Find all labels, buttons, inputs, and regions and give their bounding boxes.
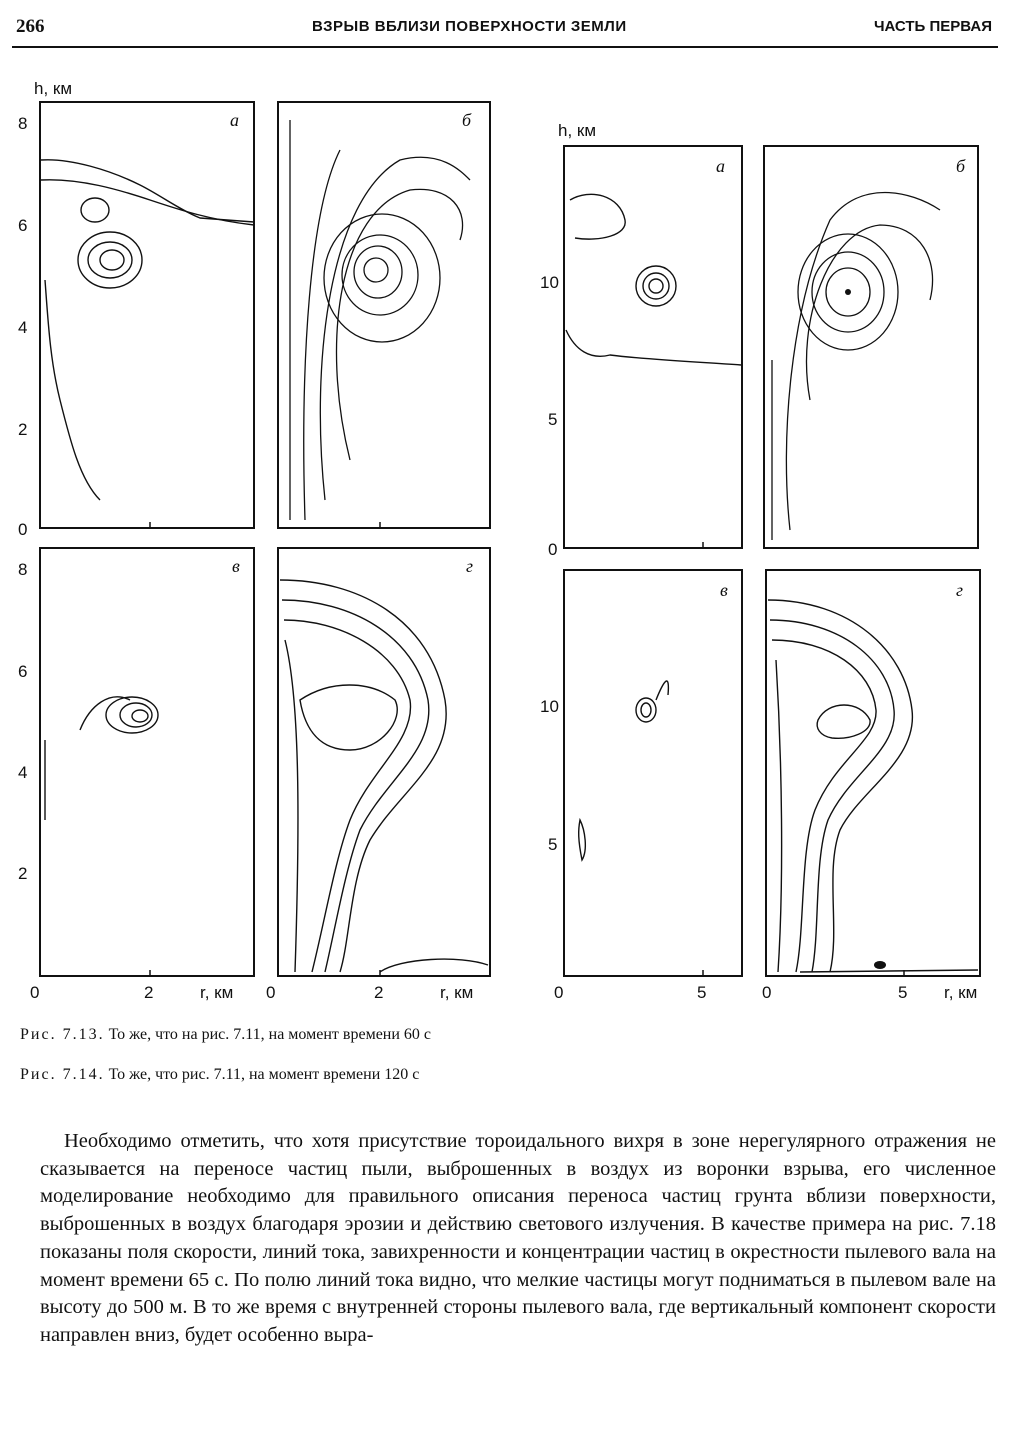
streamline (320, 157, 470, 500)
page-number: 266 (16, 16, 45, 37)
streamline (786, 193, 940, 531)
fig-7-13-ytick-8-lower: 8 (18, 560, 28, 579)
contour-line (768, 600, 912, 972)
contour-line (817, 705, 870, 738)
fig-7-14-ytick-5-upper: 5 (548, 410, 558, 429)
contour-blob (874, 961, 886, 969)
contour-line (800, 970, 978, 972)
contour-ring (100, 250, 124, 270)
contour-ring (636, 266, 676, 306)
caption-label: Рис. 7.13. (20, 1026, 105, 1043)
contour-line (566, 330, 741, 365)
vortex-core (845, 289, 851, 295)
fig-7-13-xtick-2-right: 2 (374, 983, 384, 1002)
streamline (806, 225, 932, 400)
fig-7-14-ytick-10-lower: 10 (540, 697, 559, 716)
panel-frame (564, 570, 742, 976)
fig-7-14-xtick-0-left: 0 (554, 983, 564, 1002)
contour-line (570, 194, 625, 239)
fig-7-13-ytick-2-lower: 2 (18, 864, 28, 883)
fig-7-14-panel-b (764, 146, 978, 548)
fig-7-13-panel-g (278, 548, 490, 977)
contour-line (770, 620, 894, 972)
contour-line (776, 660, 782, 972)
fig-7-13-ytick-8-upper: 8 (18, 114, 28, 133)
fig-7-14-ytick-0-upper: 0 (548, 540, 558, 559)
fig-7-14-panel-g (766, 570, 980, 977)
caption-text: То же, что рис. 7.11, на момент времени 120 с (108, 1066, 420, 1083)
fig-7-14-panel-a (564, 146, 742, 549)
vortex-ring (364, 258, 388, 282)
contour-line (380, 959, 488, 972)
panel-letter: б (462, 110, 472, 130)
contour-line (656, 681, 668, 700)
contour-line (284, 620, 411, 972)
contour-line (772, 640, 876, 972)
caption-fig-7-14 (20, 1064, 1000, 1086)
panel-letter: а (230, 110, 239, 130)
panel-letter: г (466, 556, 474, 576)
contour-line (282, 600, 429, 972)
contour-line (579, 820, 586, 860)
fig-7-14-xtick-5-left: 5 (697, 983, 707, 1002)
fig-7-13-x-axis-label-right: r, км (440, 983, 474, 1002)
fig-7-13-panel-a (40, 102, 254, 529)
fig-7-13-ytick-6-lower: 6 (18, 662, 28, 681)
fig-7-13-panel-v (40, 548, 254, 977)
fig-7-13-xtick-0-left: 0 (30, 983, 40, 1002)
vortex-ring (354, 246, 402, 298)
panel-frame (564, 146, 742, 548)
panel-frame (40, 102, 254, 528)
panel-frame (40, 548, 254, 976)
contour-ring (641, 703, 651, 717)
panel-letter: б (956, 156, 966, 176)
contour-line (285, 640, 298, 972)
vortex-ring (324, 214, 440, 342)
fig-7-14-panel-v (564, 570, 742, 977)
contour-ring (88, 242, 132, 278)
panel-frame (766, 570, 980, 976)
contour-ring (81, 198, 109, 222)
fig-7-14-ytick-5-lower: 5 (548, 835, 558, 854)
paragraph: Необходимо отметить, что хотя присутствие тороидального вихря в зоне нерегулярного отражения не сказывается на переносе частиц пыли, выброшенных в воздух из воронки взрыва, его численное моделирование необходимо для правильного описания переноса частиц грунта вблизи поверхности, выброшенных в воздух благодаря эрозии и действию светового излучения. В качестве примера на рис. 7.18 показаны поля скорости, линий тока, завихренности и концентрации частиц в окрестности пылевого вала на момент времени 65 с. По полю линий тока видно, что мелкие частицы могут подниматься в пылевом вале на высоту до 500 м. В то же время с внутренней стороны пылевого вала, где вертикальный компонент скорости направлен вниз, будет особенно выра- (40, 1130, 996, 1346)
body-text (40, 1128, 996, 1350)
panel-letter: в (720, 580, 728, 600)
running-head (12, 10, 998, 48)
caption-fig-7-13 (20, 1024, 1000, 1046)
fig-7-13-ytick-6-upper: 6 (18, 216, 28, 235)
contour-line (41, 180, 254, 225)
contour-line (300, 685, 397, 750)
panel-letter: а (716, 156, 725, 176)
figure-7-13 (18, 79, 490, 1002)
fig-7-14-y-axis-label: h, км (558, 121, 597, 140)
panel-letter: г (956, 580, 964, 600)
panel-frame (278, 548, 490, 976)
contour-ring (649, 279, 663, 293)
fig-7-13-y-axis-label: h, км (34, 79, 73, 98)
fig-7-14-ytick-10-upper: 10 (540, 273, 559, 292)
fig-7-13-ytick-4-upper: 4 (18, 318, 28, 337)
vortex-ring (342, 235, 418, 315)
part-label: ЧАСТЬ ПЕРВАЯ (873, 18, 992, 35)
figure-7-14 (540, 121, 980, 1002)
contour-line (41, 160, 254, 222)
fig-7-14-xtick-5-right: 5 (898, 983, 908, 1002)
contour-line (80, 697, 130, 730)
fig-7-13-panel-b (278, 102, 490, 529)
fig-7-13-ytick-2-upper: 2 (18, 420, 28, 439)
contour-ring (636, 698, 656, 722)
fig-7-13-x-axis-label-left: r, км (200, 983, 234, 1002)
fig-7-14-xtick-0-right: 0 (762, 983, 772, 1002)
contour-ring (132, 710, 148, 722)
caption-text: То же, что на рис. 7.11, на момент времени 60 с (108, 1026, 432, 1043)
figures-area (0, 60, 1016, 1010)
caption-label: Рис. 7.14. (20, 1066, 105, 1083)
fig-7-13-xtick-0-right: 0 (266, 983, 276, 1002)
fig-7-13-ytick-4-lower: 4 (18, 763, 28, 782)
panel-letter: в (232, 556, 240, 576)
contour-line (280, 580, 446, 972)
fig-7-13-xtick-2-left: 2 (144, 983, 154, 1002)
contour-ring (643, 273, 669, 299)
streamline (337, 189, 463, 460)
fig-7-13-ytick-0-upper: 0 (18, 520, 28, 539)
running-title: ВЗРЫВ ВБЛИЗИ ПОВЕРХНОСТИ ЗЕМЛИ (312, 18, 627, 35)
contour-line (45, 280, 100, 500)
fig-7-14-x-axis-label: r, км (944, 983, 978, 1002)
figure-captions (20, 1024, 1000, 1104)
panel-frame (764, 146, 978, 548)
